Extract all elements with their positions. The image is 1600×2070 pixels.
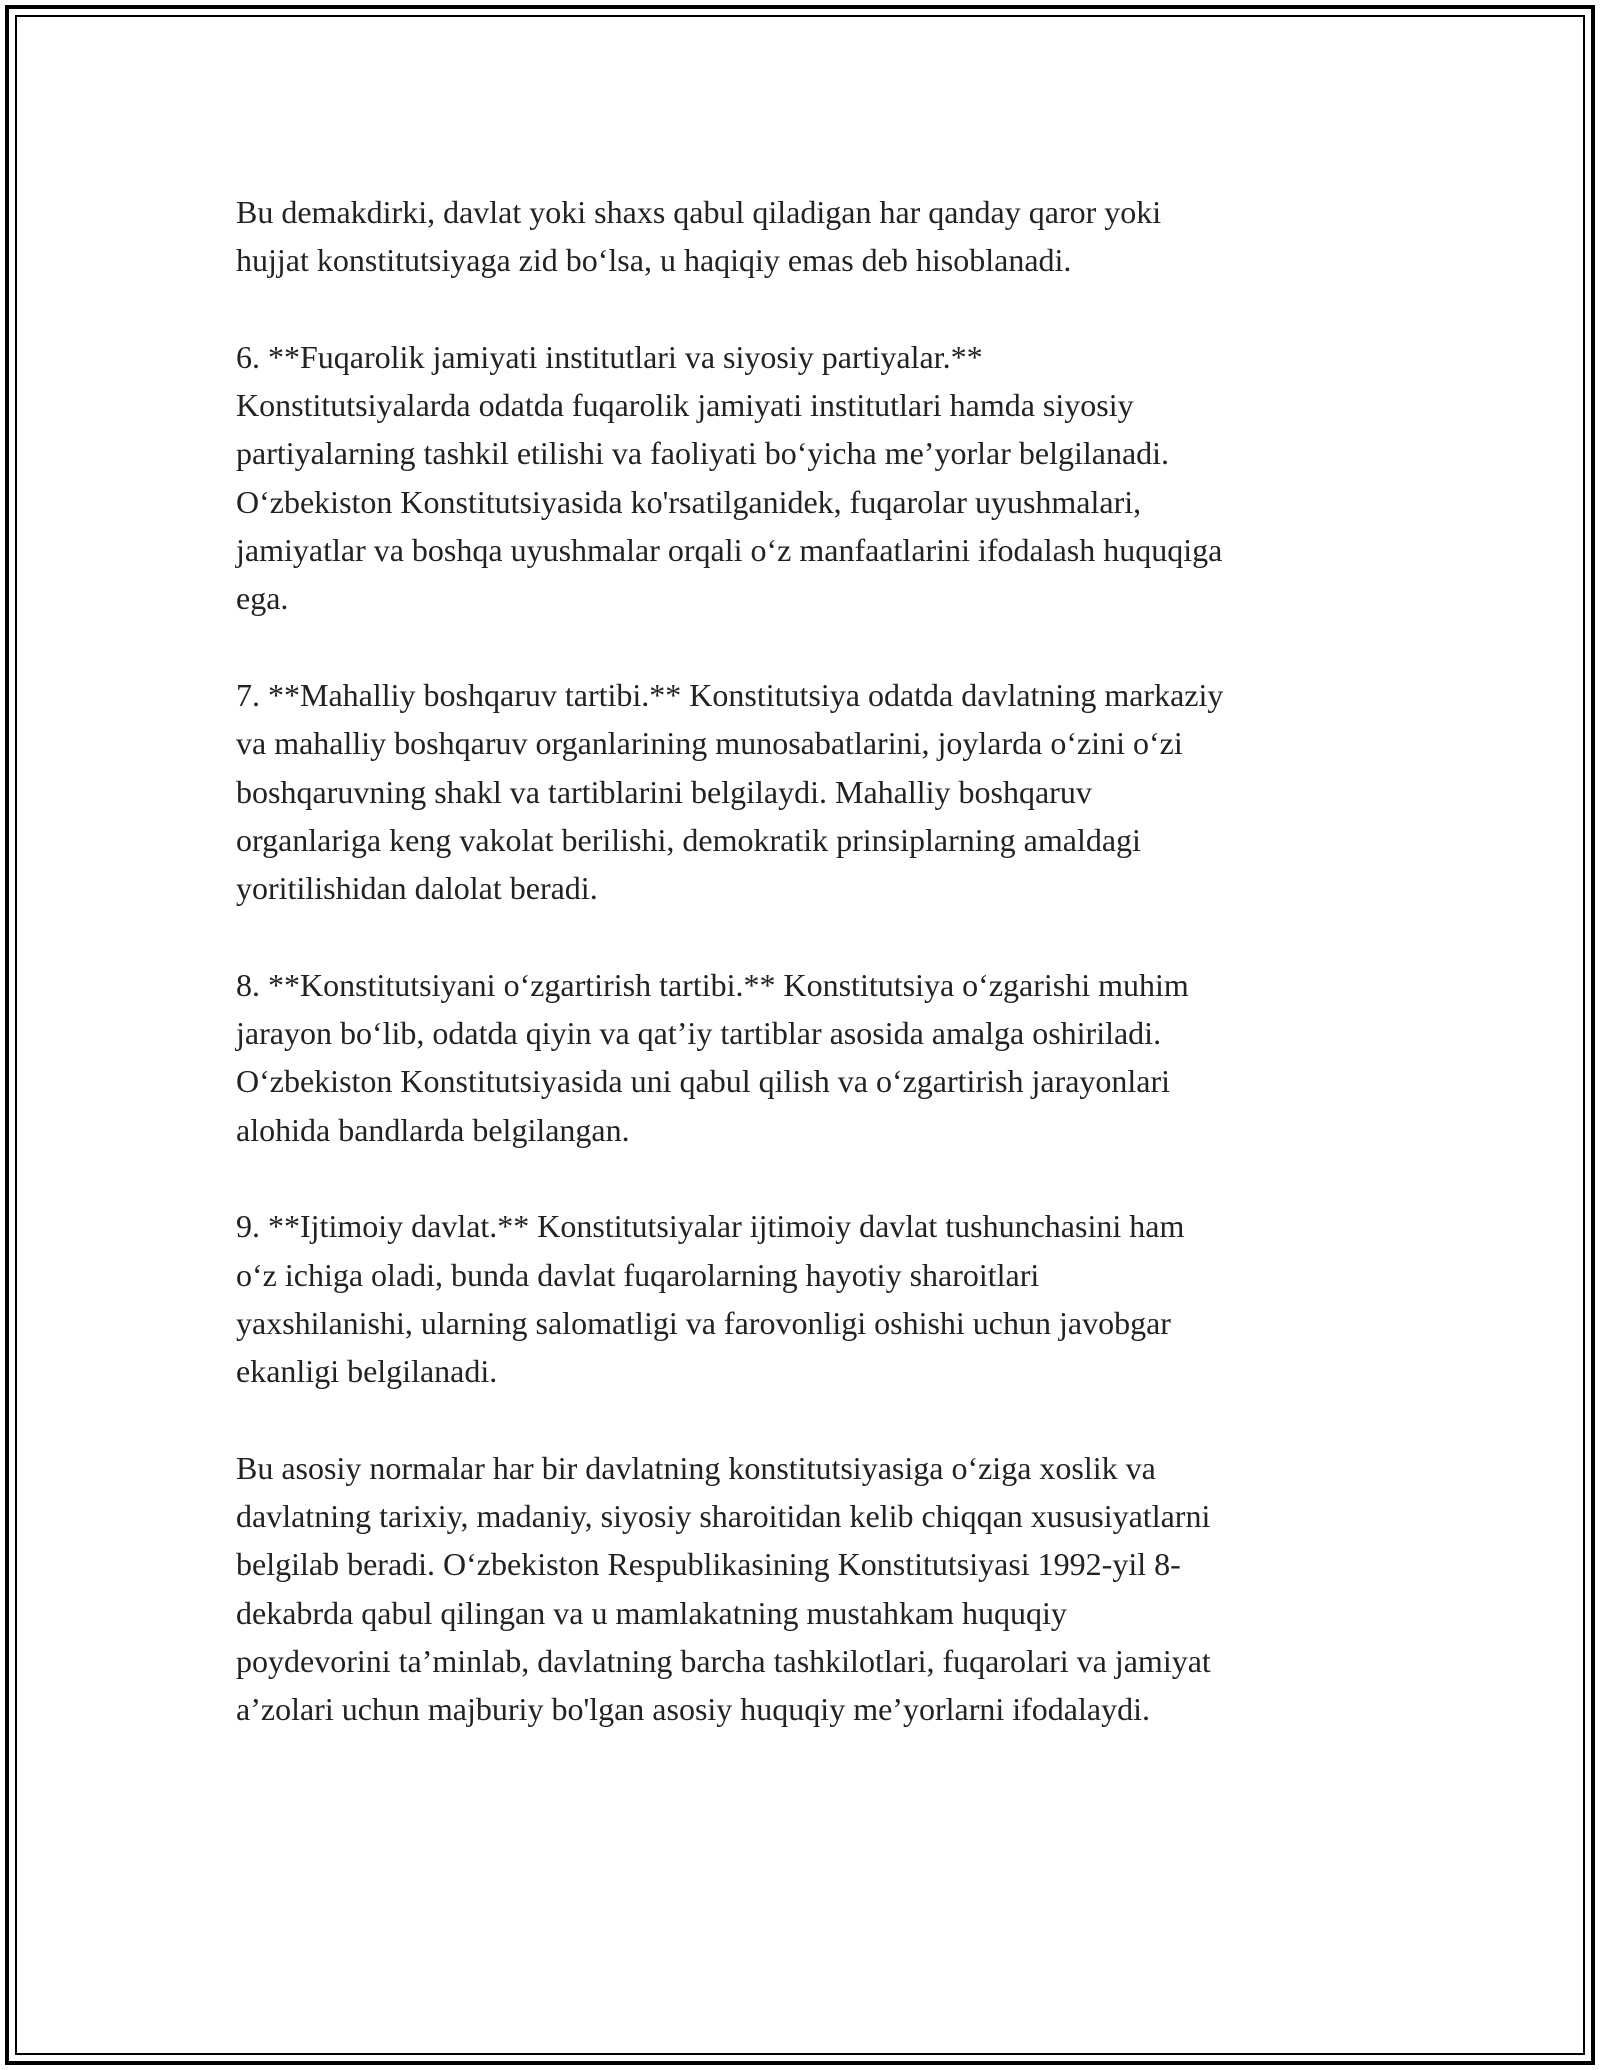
paragraph-local-governance: 7. **Mahalliy boshqaruv tartibi.** Konstitutsiya odatda davlatning markaziy va mahalliy boshqaruv organlarining munosabatlarini, joylarda o‘zini o‘zi boshqaruvning shakl va tartiblarini belgilaydi. Mahalliy boshqaruv organlariga keng vakolat berilishi, demokratik prinsiplarning amaldagi yoritilishidan dalolat beradi. — [236, 676, 1224, 907]
paragraph-civil-society: 6. **Fuqarolik jamiyati institutlari va siyosiy partiyalar.** Konstitutsiyalarda odatda fuqarolik jamiyati institutlari hamda siyosiy partiyalarning tashkil etilishi va faoliyati bo‘yicha me’yorlar belgilanadi. O‘zbekiston Konstitutsiyasida ko'rsatilganidek, fuqarolar uyushmalari, jamiyatlar va boshqa uyushmalar orqali o‘z manfaatlarini ifodalash huquqiga ega. — [236, 338, 1223, 617]
paragraph-conclusion: Bu asosiy normalar har bir davlatning konstitutsiyasiga o‘ziga xoslik va davlatning tarixiy, madaniy, siyosiy sharoitidan kelib chiqqan xususiyatlarni belgilab beradi. O‘zbekiston Respublikasining Konstitutsiyasi 1992-yil 8- dekabrda qabul qilingan va u mamlakatning mustahkam huquqiy poydevorini ta’minlab, davlatning barcha tashkilotlari, fuqarolari va jamiyat a’zolari uchun majburiy bo'lgan asosiy huquqiy me’yorlarni ifodalaydi. — [236, 1449, 1211, 1728]
paragraph-amendment-procedure: 8. **Konstitutsiyani o‘zgartirish tartibi.** Konstitutsiya o‘zgarishi muhim jarayon bo‘lib, odatda qiyin va qat’iy tartiblar asosida amalga oshiriladi. O‘zbekiston Konstitutsiyasida uni qabul qilish va o‘zgartirish jarayonlari alohida bandlarda belgilangan. — [236, 966, 1189, 1148]
paragraph-intro: Bu demakdirki, davlat yoki shaxs qabul qiladigan har qanday qaror yoki hujjat konstitutsiyaga zid bo‘lsa, u haqiqiy emas deb hisoblanadi. — [236, 194, 1162, 279]
document-body — [236, 188, 1384, 1782]
paragraph-social-state: 9. **Ijtimoiy davlat.** Konstitutsiyalar ijtimoiy davlat tushunchasini ham o‘z ichiga oladi, bunda davlat fuqarolarning hayotiy sharoitlari yaxshilanishi, ularning salomatligi va farovonligi oshishi uchun javobgar ekanligi belgilanadi. — [236, 1208, 1185, 1390]
